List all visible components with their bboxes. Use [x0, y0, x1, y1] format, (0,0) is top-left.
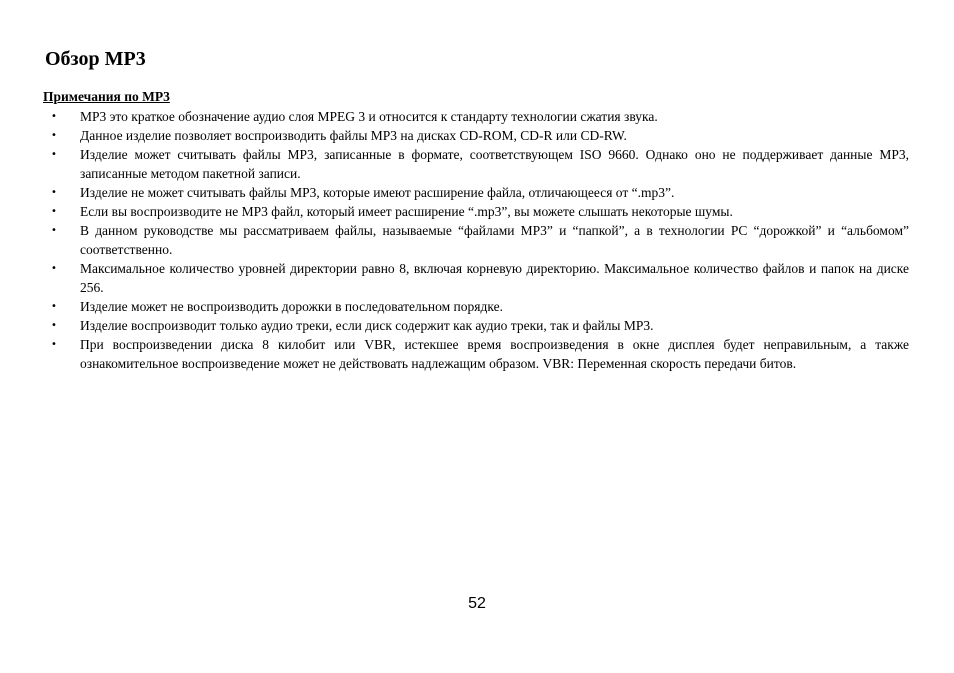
- note-text: Данное изделие позволяет воспроизводить файлы MP3 на дисках CD-ROM, CD-R или CD-RW.: [80, 128, 627, 143]
- page-number: 52: [468, 595, 486, 612]
- bullet-icon: •: [51, 149, 57, 160]
- list-item: [45, 145, 909, 183]
- bullet-icon: •: [51, 301, 57, 312]
- note-text: Изделие может не воспроизводить дорожки в последовательном порядке.: [80, 299, 503, 314]
- note-text: Изделие воспроизводит только аудио треки, если диск содержит как аудио треки, так и файлы MP3.: [80, 318, 654, 333]
- bullet-icon: •: [51, 263, 57, 274]
- list-item: [45, 126, 909, 145]
- note-text: При воспроизведении диска 8 килобит или VBR, истекшее время воспроизведения в окне дисплея будет неправильным, а также ознакомительное воспроизведение может не действовать надлежащим образом. VBR: Переменная скорость передачи битов.: [80, 337, 909, 371]
- note-text: MP3 это краткое обозначение аудио слоя MPEG 3 и относится к стандарту технологии сжатия звука.: [80, 109, 658, 124]
- bullet-icon: •: [51, 111, 57, 122]
- bullet-icon: •: [51, 187, 57, 198]
- list-item: [45, 221, 909, 259]
- bullet-icon: •: [51, 130, 57, 141]
- list-item: [45, 183, 909, 202]
- list-item: [45, 316, 909, 335]
- list-item: [45, 202, 909, 221]
- bullet-icon: •: [51, 339, 57, 350]
- notes-list: [45, 107, 909, 373]
- bullet-icon: •: [51, 320, 57, 331]
- note-text: Изделие не может считывать файлы MP3, которые имеют расширение файла, отличающееся от “.mp3”.: [80, 185, 675, 200]
- list-item: [45, 335, 909, 373]
- list-item: [45, 259, 909, 297]
- list-item: [45, 297, 909, 316]
- bullet-icon: •: [51, 225, 57, 236]
- bullet-icon: •: [51, 206, 57, 217]
- section-heading: Примечания по MP3: [43, 89, 170, 104]
- note-text: Изделие может считывать файлы MP3, записанные в формате, соответствующем ISO 9660. Однако оно не поддерживает данные MP3, записанные методом пакетной записи.: [80, 147, 909, 181]
- note-text: Если вы воспроизводите не MP3 файл, который имеет расширение “.mp3”, вы можете слышать некоторые шумы.: [80, 204, 733, 219]
- note-text: Максимальное количество уровней директории равно 8, включая корневую директорию. Максимальное количество файлов и папок на диске 256.: [80, 261, 909, 295]
- note-text: В данном руководстве мы рассматриваем файлы, называемые “файлами MP3” и “папкой”, а в технологии PC “дорожкой” и “альбомом” соответственно.: [80, 223, 909, 257]
- page-title: Обзор MP3: [45, 48, 146, 70]
- list-item: [45, 107, 909, 126]
